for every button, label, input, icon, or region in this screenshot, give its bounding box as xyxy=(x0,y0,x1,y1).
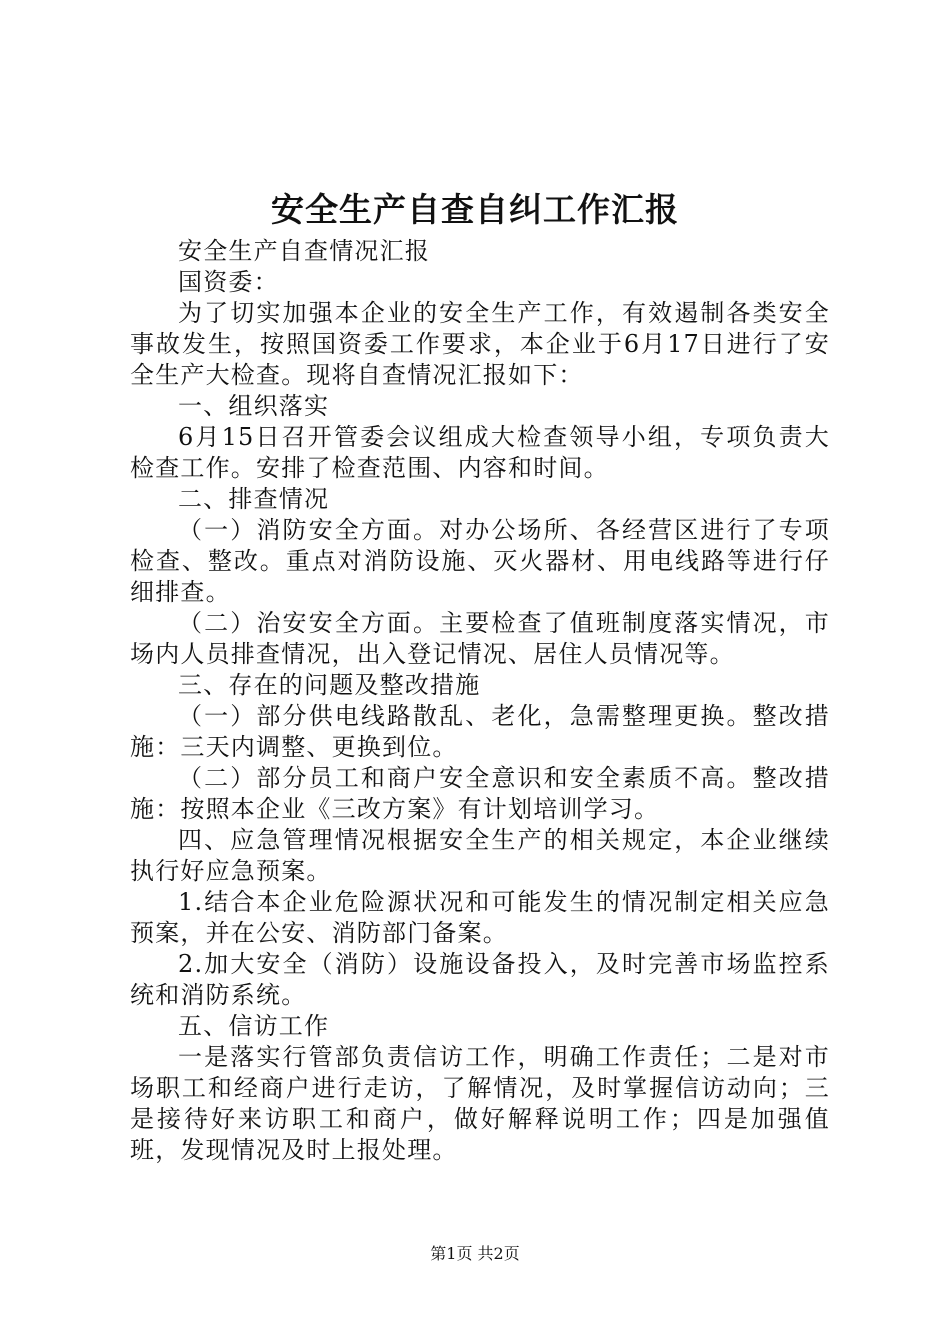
paragraph-fire-safety: （一）消防安全方面。对办公场所、各经营区进行了专项检查、整改。重点对消防设施、灭火器材、用电线路等进行仔细排查。 xyxy=(130,516,830,606)
section-heading-organization: 一、组织落实 xyxy=(178,392,330,420)
paragraph-problem-awareness: （二）部分员工和商户安全意识和安全素质不高。整改措施：按照本企业《三改方案》有计划培训学习。 xyxy=(130,764,830,823)
paragraph-salutation: 国资委： xyxy=(178,268,279,296)
paragraph-organization: 6月15日召开管委会议组成大检查领导小组，专项负责大检查工作。安排了检查范围、内容和时间。 xyxy=(130,423,830,482)
paragraph-public-security: （二）治安安全方面。主要检查了值班制度落实情况，市场内人员排查情况，出入登记情况、居住人员情况等。 xyxy=(130,609,830,668)
paragraph-intro: 为了切实加强本企业的安全生产工作，有效遏制各类安全事故发生，按照国资委工作要求，本企业于6月17日进行了安全生产大检查。现将自查情况汇报如下： xyxy=(130,299,830,389)
paragraph-petitions: 一是落实行管部负责信访工作，明确工作责任；二是对市场职工和经商户进行走访，了解情况，及时掌握信访动向；三是接待好来访职工和商户，做好解释说明工作；四是加强值班，发现情况及时上报处理。 xyxy=(130,1043,830,1164)
section-heading-inspection: 二、排查情况 xyxy=(178,485,330,513)
document-title: 安全生产自查自纠工作汇报 xyxy=(271,190,679,229)
paragraph-emergency-facilities: 2.加大安全（消防）设施设备投入，及时完善市场监控系统和消防系统。 xyxy=(130,950,830,1009)
document-body xyxy=(130,236,830,1166)
page-number-footer: 第1页 共2页 xyxy=(430,1244,520,1263)
paragraph-problem-wiring: （一）部分供电线路散乱、老化，急需整理更换。整改措施：三天内调整、更换到位。 xyxy=(130,702,830,761)
section-heading-petitions: 五、信访工作 xyxy=(178,1012,330,1040)
section-heading-problems: 三、存在的问题及整改措施 xyxy=(178,671,481,699)
paragraph-emergency-plan: 1.结合本企业危险源状况和可能发生的情况制定相关应急预案，并在公安、消防部门备案。 xyxy=(130,888,830,947)
paragraph-heading: 安全生产自查情况汇报 xyxy=(178,237,430,265)
section-heading-emergency: 四、应急管理情况根据安全生产的相关规定，本企业继续执行好应急预案。 xyxy=(130,826,830,885)
